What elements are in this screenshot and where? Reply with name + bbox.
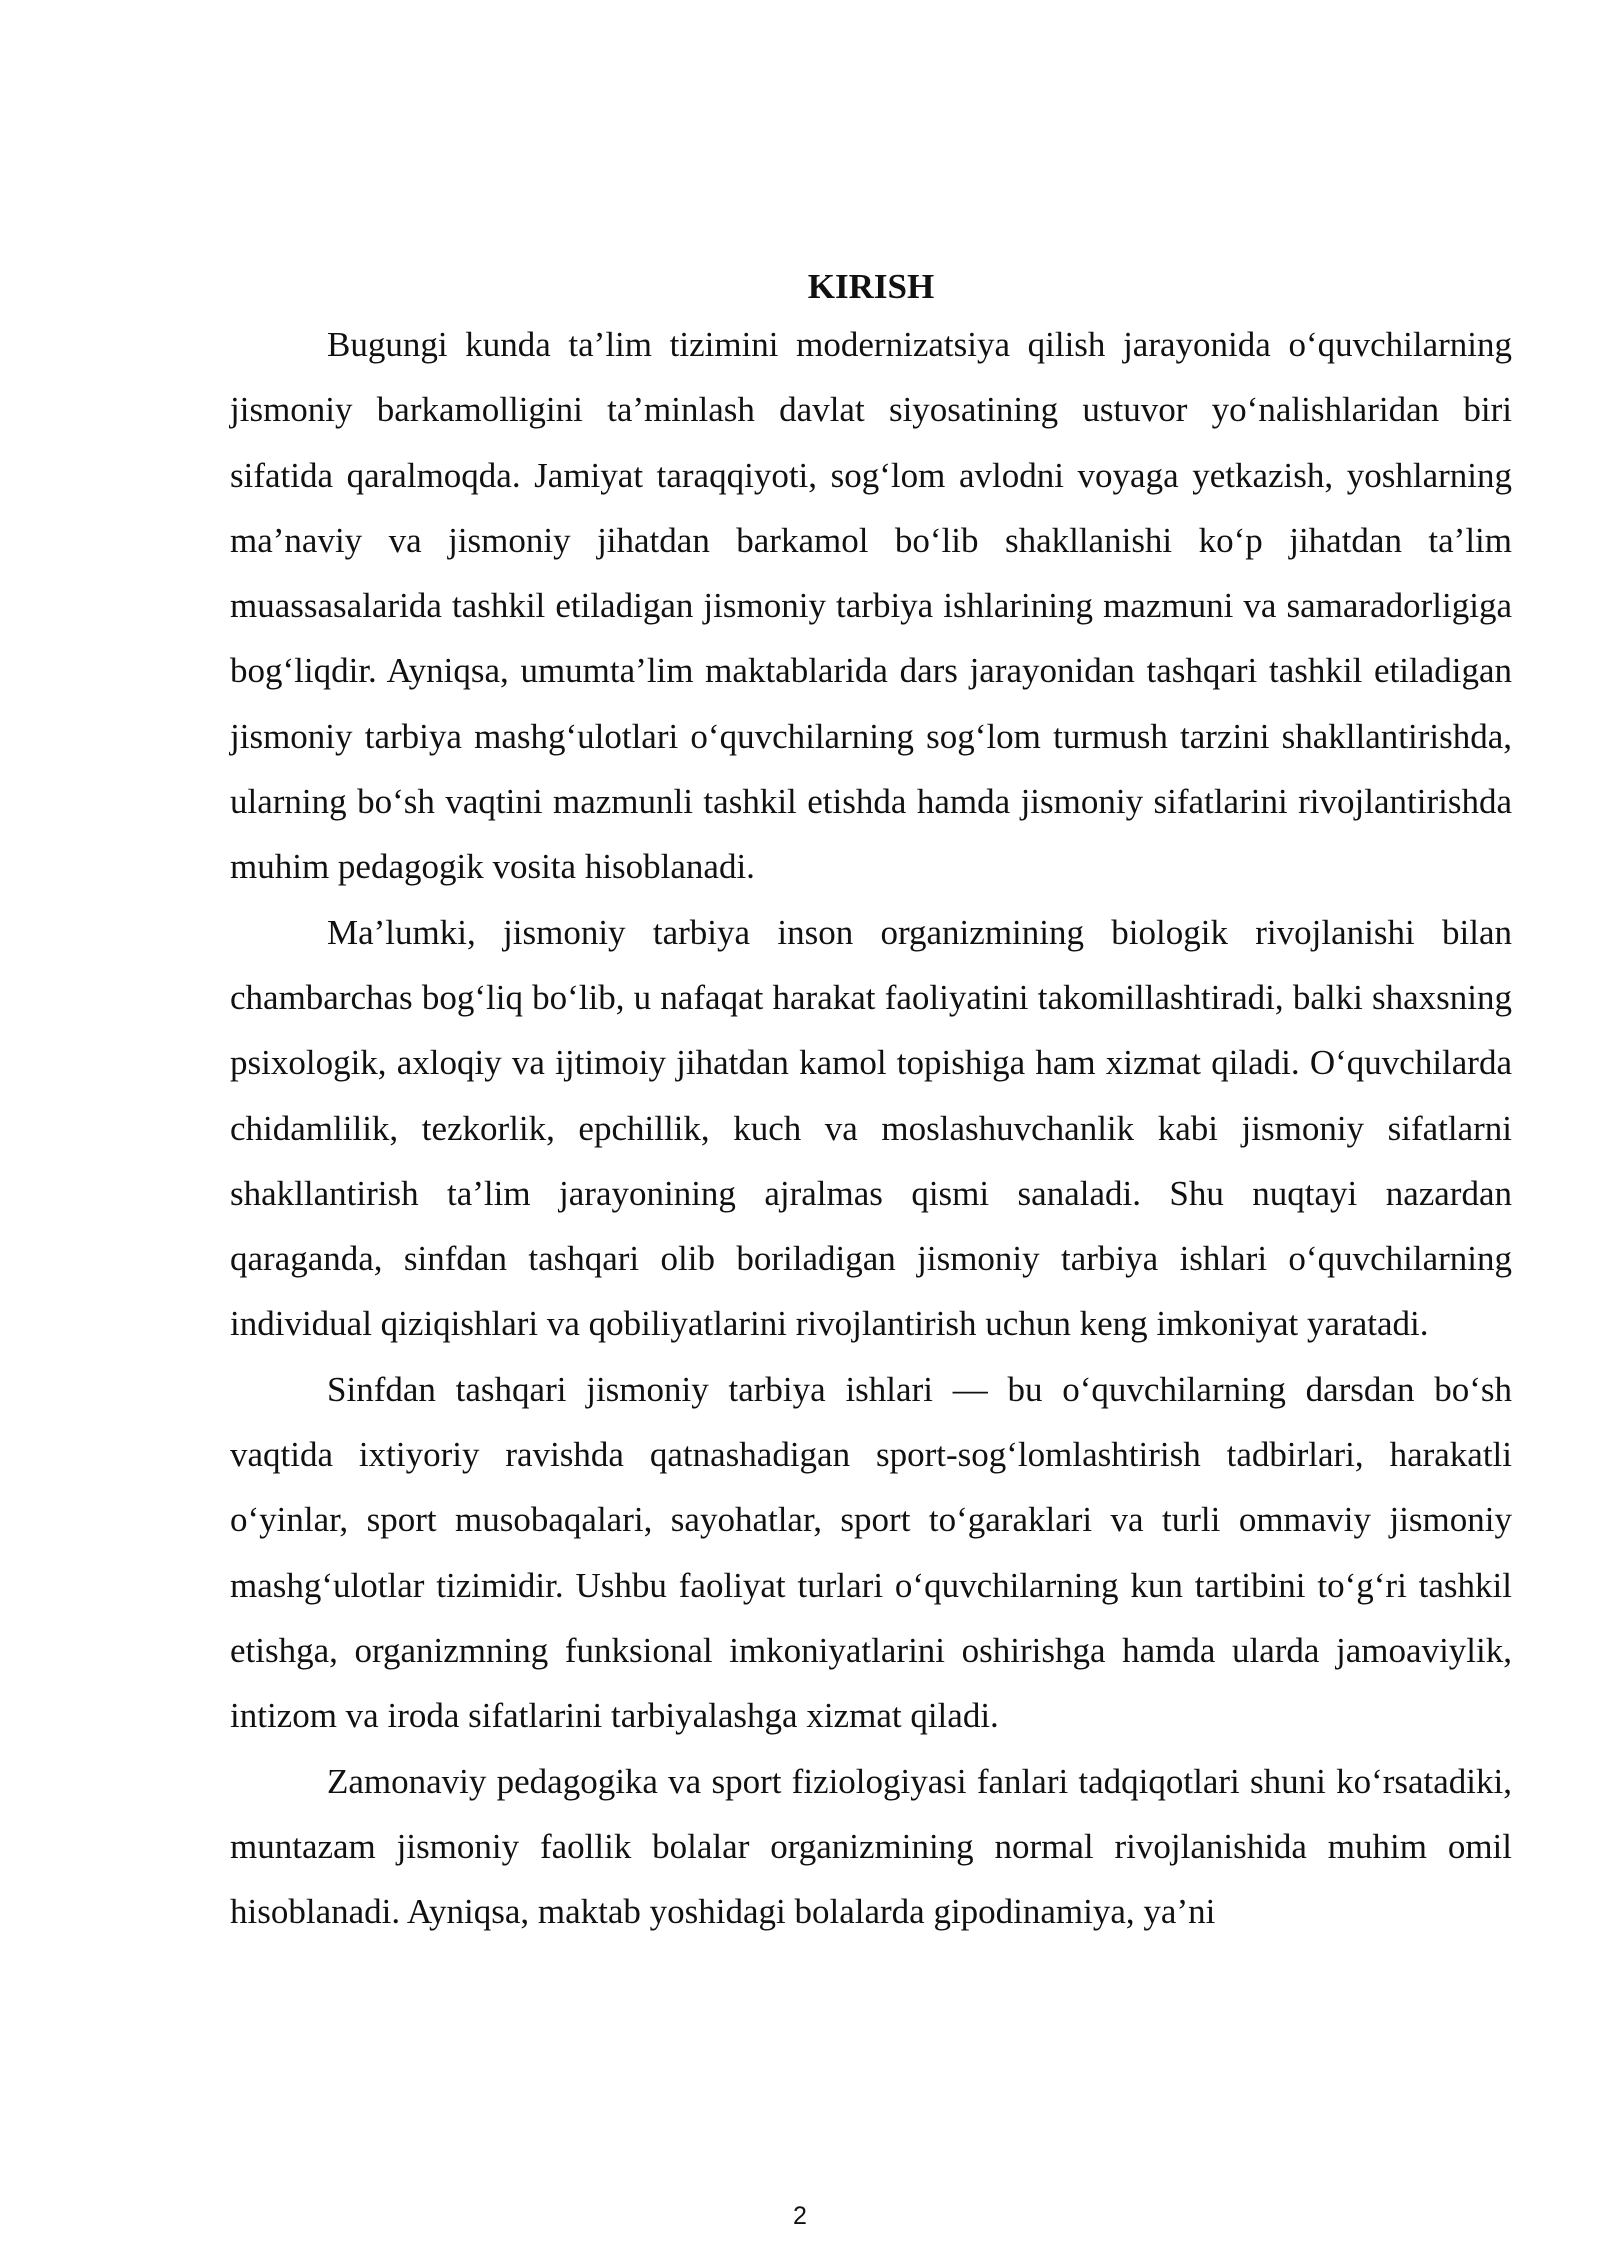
page-number: 2 bbox=[793, 2202, 807, 2230]
paragraph-2: Ma’lumki, jismoniy tarbiya inson organizmining biologik rivojlanishi bilan chambarchas bog‘liq bo‘lib, u nafaqat harakat faoliyatini takomillashtiradi, balki shaxsning psixologik, axloqiy va ijtimoiy jihatdan kamol topishiga ham xizmat qiladi. O‘quvchilarda chidamlilik, tezkorlik, epchillik, kuch va moslashuvchanlik kabi jismoniy sifatlarni shakllantirish ta’lim jarayonining ajralmas qismi sanaladi. Shu nuqtayi nazardan qaraganda, sinfdan tashqari olib boriladigan jismoniy tarbiya ishlari o‘quvchilarning individual qiziqishlari va qobiliyatlarini rivojlantirish uchun keng imkoniyat yaratadi. bbox=[230, 912, 1512, 1344]
paragraph-3: Sinfdan tashqari jismoniy tarbiya ishlari — bu o‘quvchilarning darsdan bo‘sh vaqtida ixtiyoriy ravishda qatnashadigan sport-sog‘lomlashtirish tadbirlari, harakatli o‘yinlar, sport musobaqalari, sayohatlar, sport to‘garaklari va turli ommaviy jismoniy mashg‘ulotlar tizimidir. Ushbu faoliyat turlari o‘quvchilarning kun tartibini to‘g‘ri tashkil etishga, organizmning funksional imkoniyatlarini oshirishga hamda ularda jamoaviylik, intizom va iroda sifatlarini tarbiyalashga xizmat qiladi. bbox=[230, 1369, 1512, 1736]
paragraph-1: Bugungi kunda ta’lim tizimini modernizatsiya qilish jarayonida o‘quvchilarning jismoniy barkamolligini ta’minlash davlat siyosatining ustuvor yo‘nalishlaridan biri sifatida qaralmoqda. Jamiyat taraqqiyoti, sog‘lom avlodni voyaga yetkazish, yoshlarning ma’naviy va jismoniy jihatdan barkamol bo‘lib shakllanishi ko‘p jihatdan ta’lim muassasalarida tashkil etiladigan jismoniy tarbiya ishlarining mazmuni va samaradorligiga bog‘liqdir. Ayniqsa, umumta’lim maktablarida dars jarayonidan tashqari tashkil etiladigan jismoniy tarbiya mashg‘ulotlari o‘quvchilarning sog‘lom turmush tarzini shakllantirishda, ularning bo‘sh vaqtini mazmunli tashkil etishda hamda jismoniy sifatlarini rivojlantirishda muhim pedagogik vosita hisoblanadi. bbox=[230, 325, 1512, 887]
document-body bbox=[230, 262, 1512, 1944]
paragraph-4: Zamonaviy pedagogika va sport fiziologiyasi fanlari tadqiqotlari shuni ko‘rsatadiki, muntazam jismoniy faollik bolalar organizmining normal rivojlanishida muhim omil hisoblanadi. Ayniqsa, maktab yoshidagi bolalarda gipodinamiya, ya’ni bbox=[230, 1761, 1512, 1932]
section-title: KIRISH bbox=[807, 267, 935, 306]
